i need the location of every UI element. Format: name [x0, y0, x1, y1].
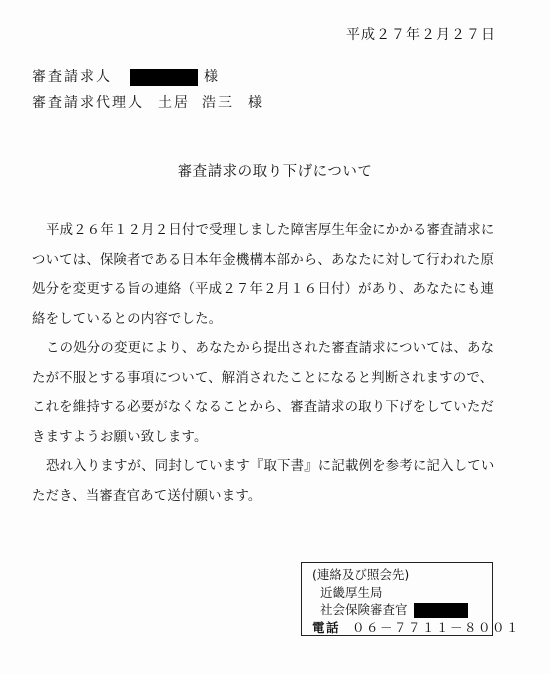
letter-date: 平成２７年２月２７日 [346, 27, 496, 43]
body-line: この処分の変更により、あなたから提出された審査請求については、あな [46, 341, 495, 356]
letter-body [32, 216, 522, 511]
claimant-label: 審査請求人 [32, 69, 112, 85]
redacted-officer-name [414, 603, 468, 618]
agent-line [32, 92, 262, 112]
redacted-claimant-name [130, 69, 198, 86]
letter-title: 審査請求の取り下げについて [177, 164, 373, 180]
agent-given-name: 浩三 [202, 95, 234, 111]
agent-label: 審査請求代理人 [32, 95, 144, 111]
claimant-honorific: 様 [204, 69, 218, 85]
tel-number: ０６－７７１１－８００１ [352, 620, 521, 635]
body-line: これを維持する必要がなくなることから、審査請求の取り下げをしていただ [32, 400, 495, 415]
agent-honorific: 様 [248, 95, 262, 111]
body-line: 恐れ入りますが、同封しています『取下書』に記載例を参考に記入してい [46, 459, 495, 474]
body-line: ついては、保険者である日本年金機構本部から、あなたに対して行われた原 [32, 252, 495, 268]
agent-surname: 土居 [158, 95, 190, 111]
contact-tel-line [312, 618, 520, 636]
contact-box [301, 562, 521, 636]
contact-officer-title: 社会保険審査官 [320, 602, 408, 617]
body-line: 処分を変更する旨の連絡（平成２７年２月１６日付）があり、あなたにも連 [32, 282, 495, 297]
claimant-line [32, 66, 218, 86]
body-line: ただき、当審査官あて送付願います。 [32, 488, 262, 504]
body-line: たが不服とする事項について、解消されたことになると判断されますので、 [32, 370, 494, 386]
contact-office: 近畿厚生局 [320, 585, 383, 600]
body-line: 絡をしているとの内容でした。 [32, 311, 223, 327]
contact-heading: (連絡及び照会先) [312, 567, 410, 582]
body-line: きますようお願い致します。 [32, 429, 208, 445]
body-line: 平成２６年１２月２日付で受理しました障害厚生年金にかかる審査請求に [46, 223, 495, 238]
contact-officer-line [320, 600, 468, 618]
tel-label: 電話 [312, 620, 341, 635]
